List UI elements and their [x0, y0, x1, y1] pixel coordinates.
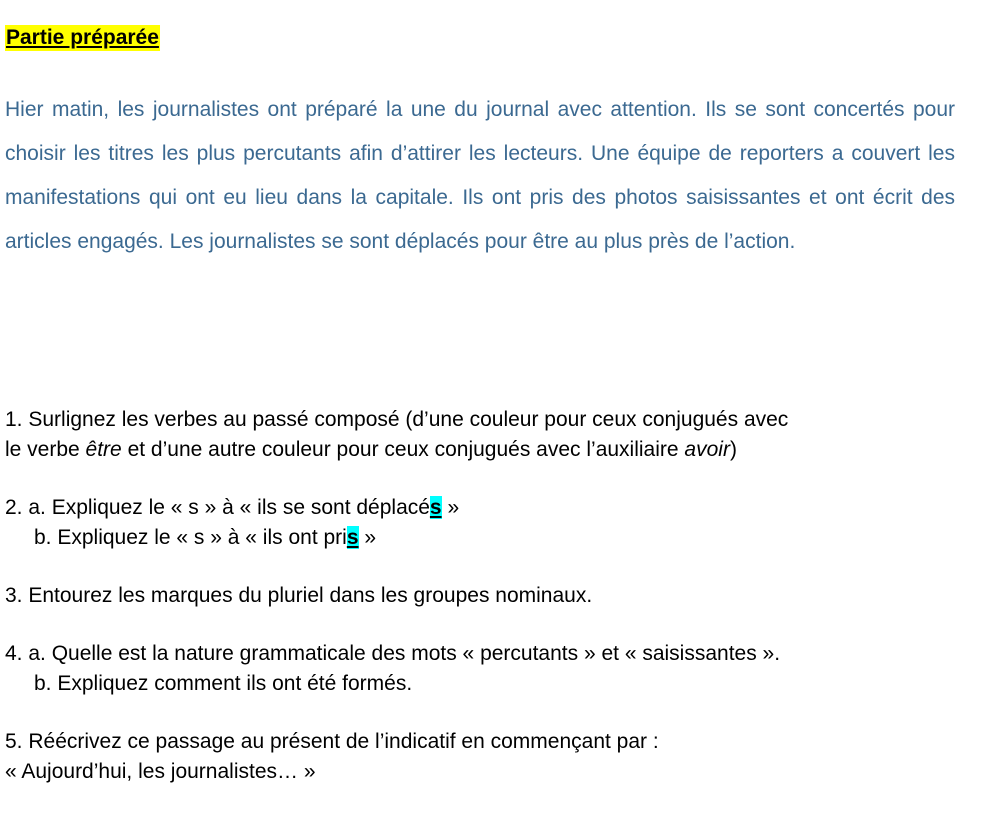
question-4a: 4. a. Quelle est la nature grammaticale des mots « percutants » et « saisissantes ». [5, 642, 781, 665]
question-2b-close: » [358, 526, 377, 549]
question-3-text: 3. Entourez les marques du pluriel dans les groupes nominaux. [5, 584, 593, 607]
question-2a-highlighted-letter: s [429, 496, 442, 519]
question-1-text-b: et d’une autre couleur pour ceux conjugués avec l’auxiliaire [121, 438, 685, 461]
question-1-text-a: le verbe [5, 438, 86, 461]
question-2a-close: » [441, 496, 460, 519]
question-5-line-2: « Aujourd’hui, les journalistes… » [5, 760, 316, 783]
question-3 [5, 581, 975, 611]
reading-passage: Hier matin, les journalistes ont préparé la une du journal avec attention. Ils se sont concertés pour choisir les titres les plus percutants afin d’attirer les lecteurs. Une équipe de reporters a couvert les manifestations qui ont eu lieu dans la capitale. Ils ont pris des photos saisissantes et ont écrit des articles engagés. Les journalistes se sont déplacés pour être au plus près de l’action. [5, 98, 955, 253]
question-1-word-avoir: avoir [684, 438, 730, 461]
question-5 [5, 727, 975, 787]
question-list [5, 405, 975, 815]
section-heading: Partie préparée [6, 26, 159, 49]
question-1-line-2 [5, 435, 975, 465]
question-4b: b. Expliquez comment ils ont été formés. [34, 672, 413, 695]
question-2a-text: 2. a. Expliquez le « s » à « ils se sont déplacé [5, 496, 430, 519]
question-1-word-etre: être [85, 438, 122, 461]
question-4 [5, 639, 975, 699]
question-2b-text: b. Expliquez le « s » à « ils ont pri [34, 526, 347, 549]
question-1-line-1: 1. Surlignez les verbes au passé composé (d’une couleur pour ceux conjugués avec [5, 408, 789, 431]
question-2b [5, 523, 975, 553]
question-2b-highlighted-letter: s [346, 526, 359, 549]
question-1 [5, 405, 975, 465]
question-2a [5, 493, 975, 523]
question-1-text-c: ) [729, 438, 737, 461]
question-5-line-1: 5. Réécrivez ce passage au présent de l’indicatif en commençant par : [5, 730, 659, 753]
question-2 [5, 493, 975, 553]
